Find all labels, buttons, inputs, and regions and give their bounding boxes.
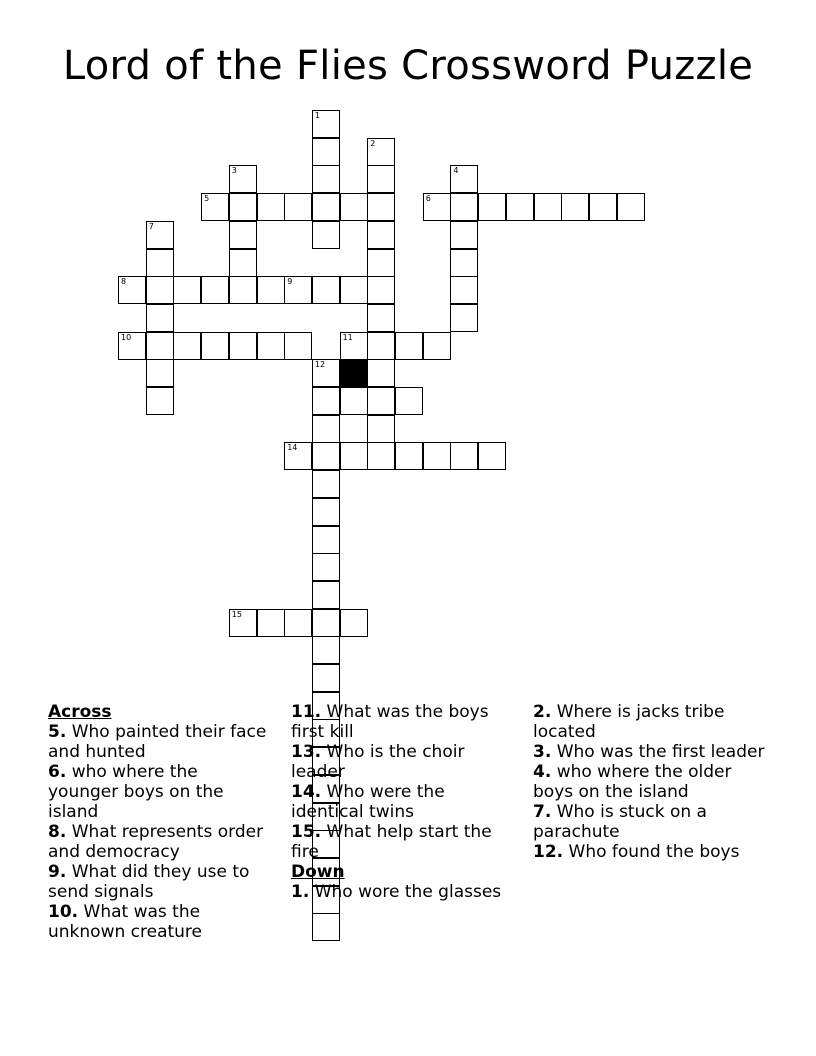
crossword-cell[interactable] [257,193,285,221]
clue-down-1 [291,882,516,902]
crossword-cell[interactable] [367,165,395,193]
crossword-cell[interactable] [367,138,395,166]
clue-down-4 [533,762,773,802]
clue-text: What was the boys first kill [291,702,489,742]
crossword-cell[interactable] [450,249,478,277]
crossword-cell[interactable] [312,664,340,692]
crossword-cell[interactable] [229,609,257,637]
crossword-cell[interactable] [146,221,174,249]
clue-text: Who is the choir leader [291,742,465,782]
crossword-cell[interactable] [561,193,589,221]
cell-number: 4 [453,166,459,176]
cell-number: 2 [370,138,376,148]
cell-number: 10 [121,332,132,342]
crossword-cell[interactable] [367,387,395,415]
clue-number: 3. [533,742,552,762]
crossword-cell[interactable] [367,249,395,277]
page-title: Lord of the Flies Crossword Puzzle [62,43,754,89]
crossword-cell[interactable] [340,387,368,415]
cell-number: 11 [342,332,353,342]
crossword-cell[interactable] [617,193,645,221]
clue-down-3 [533,742,773,762]
crossword-cell[interactable] [367,359,395,387]
clue-across-9 [48,862,273,902]
crossword-cell[interactable] [146,359,174,387]
clue-text: What did they use to send signals [48,862,250,902]
across-heading: Across [48,702,112,722]
crossword-cell[interactable] [312,221,340,249]
cell-number: 5 [204,194,210,204]
clue-number: 9. [48,862,67,882]
crossword-cell[interactable] [340,332,368,360]
clue-text: What represents order and democracy [48,822,264,862]
crossword-cell[interactable] [312,276,340,304]
clue-text: What help start the fire [291,822,492,862]
crossword-cell[interactable] [589,193,617,221]
clue-down-7 [533,802,773,842]
clue-number: 6. [48,762,67,782]
crossword-cell[interactable] [201,276,229,304]
clue-text: who where the older boys on the island [533,762,732,802]
crossword-cell[interactable] [312,553,340,581]
clue-number: 1. [291,882,310,902]
crossword-cell[interactable] [229,193,257,221]
crossword-block [340,359,368,387]
crossword-cell[interactable] [229,221,257,249]
crossword-cell[interactable] [257,609,285,637]
clue-text: Who wore the glasses [314,882,502,902]
crossword-cell[interactable] [367,332,395,360]
crossword-cell[interactable] [312,609,340,637]
crossword-cell[interactable] [450,442,478,470]
clue-across-5 [48,722,273,762]
crossword-cell[interactable] [367,304,395,332]
clue-number: 7. [533,802,552,822]
clue-number: 14. [291,782,322,802]
cell-number: 7 [148,221,154,231]
clue-across-8 [48,822,273,862]
crossword-cell[interactable] [395,332,423,360]
crossword-cell[interactable] [312,913,340,941]
clue-number: 13. [291,742,322,762]
clue-across-15 [291,822,516,862]
crossword-cell[interactable] [340,276,368,304]
crossword-cell[interactable] [340,609,368,637]
crossword-cell[interactable] [367,442,395,470]
crossword-cell[interactable] [284,193,312,221]
clues-column-1 [48,702,273,942]
crossword-cell[interactable] [257,276,285,304]
cell-number: 14 [287,443,298,453]
crossword-cell[interactable] [201,332,229,360]
crossword-cell[interactable] [395,387,423,415]
crossword-cell[interactable] [506,193,534,221]
crossword-cell[interactable] [450,221,478,249]
crossword-cell[interactable] [312,138,340,166]
clue-text: What was the unknown creature [48,902,203,942]
crossword-cell[interactable] [173,332,201,360]
clue-text: Who is stuck on a parachute [533,802,707,842]
crossword-cell[interactable] [146,276,174,304]
clue-text: who where the younger boys on the island [48,762,224,822]
crossword-cell[interactable] [229,165,257,193]
clue-number: 8. [48,822,67,842]
crossword-cell[interactable] [423,193,451,221]
crossword-cell[interactable] [450,165,478,193]
crossword-cell[interactable] [229,249,257,277]
cell-number: 3 [231,166,237,176]
clue-down-12 [533,842,773,862]
cell-number: 6 [425,194,431,204]
crossword-cell[interactable] [312,581,340,609]
crossword-cell[interactable] [367,193,395,221]
crossword-cell[interactable] [367,415,395,443]
crossword-cell[interactable] [312,415,340,443]
crossword-cell[interactable] [478,193,506,221]
crossword-cell[interactable] [340,193,368,221]
crossword-cell[interactable] [118,332,146,360]
clue-number: 12. [533,842,564,862]
clues-column-2 [291,702,516,902]
clue-number: 11. [291,702,322,722]
crossword-cell[interactable] [312,165,340,193]
crossword-cell[interactable] [312,359,340,387]
crossword-cell[interactable] [367,221,395,249]
clue-number: 5. [48,722,67,742]
clue-across-14 [291,782,516,822]
cell-number: 8 [121,277,127,287]
crossword-cell[interactable] [173,276,201,304]
cell-number: 12 [314,360,326,370]
crossword-cell[interactable] [534,193,562,221]
crossword-cell[interactable] [478,442,506,470]
down-heading: Down [291,862,345,882]
crossword-cell[interactable] [395,442,423,470]
crossword-cell[interactable] [367,276,395,304]
crossword-cell[interactable] [284,276,312,304]
clue-across-6 [48,762,273,822]
clue-text: Where is jacks tribe located [533,702,725,742]
crossword-cell[interactable] [146,387,174,415]
crossword-cell[interactable] [312,110,340,138]
crossword-cell[interactable] [423,442,451,470]
clue-across-13 [291,742,516,782]
clue-text: Who were the identical twins [291,782,445,822]
crossword-cell[interactable] [146,304,174,332]
cell-number: 9 [287,277,293,287]
crossword-cell[interactable] [312,636,340,664]
crossword-cell[interactable] [284,442,312,470]
crossword-cell[interactable] [284,332,312,360]
crossword-cell[interactable] [146,249,174,277]
crossword-cell[interactable] [312,193,340,221]
crossword-cell[interactable] [312,498,340,526]
clue-text: Who painted their face and hunted [48,722,267,762]
clue-across-11 [291,702,516,742]
clue-across-10 [48,902,273,942]
clue-text: Who found the boys [568,842,740,862]
crossword-cell[interactable] [201,193,229,221]
clue-number: 2. [533,702,552,722]
crossword-cell[interactable] [450,304,478,332]
crossword-cell[interactable] [312,526,340,554]
crossword-cell[interactable] [423,332,451,360]
crossword-cell[interactable] [450,193,478,221]
crossword-cell[interactable] [284,609,312,637]
crossword-cell[interactable] [312,470,340,498]
crossword-cell[interactable] [312,442,340,470]
crossword-cell[interactable] [229,332,257,360]
clue-down-2 [533,702,773,742]
clue-number: 15. [291,822,322,842]
crossword-cell[interactable] [118,276,146,304]
crossword-cell[interactable] [312,387,340,415]
cell-number: 1 [314,111,320,120]
clue-text: Who was the first leader [556,742,765,762]
crossword-cell[interactable] [257,332,285,360]
clue-number: 10. [48,902,79,922]
crossword-cell[interactable] [146,332,174,360]
cell-number: 15 [231,609,242,619]
clues-column-3 [533,702,773,862]
crossword-cell[interactable] [229,276,257,304]
crossword-cell[interactable] [450,276,478,304]
clue-number: 4. [533,762,552,782]
crossword-cell[interactable] [340,442,368,470]
